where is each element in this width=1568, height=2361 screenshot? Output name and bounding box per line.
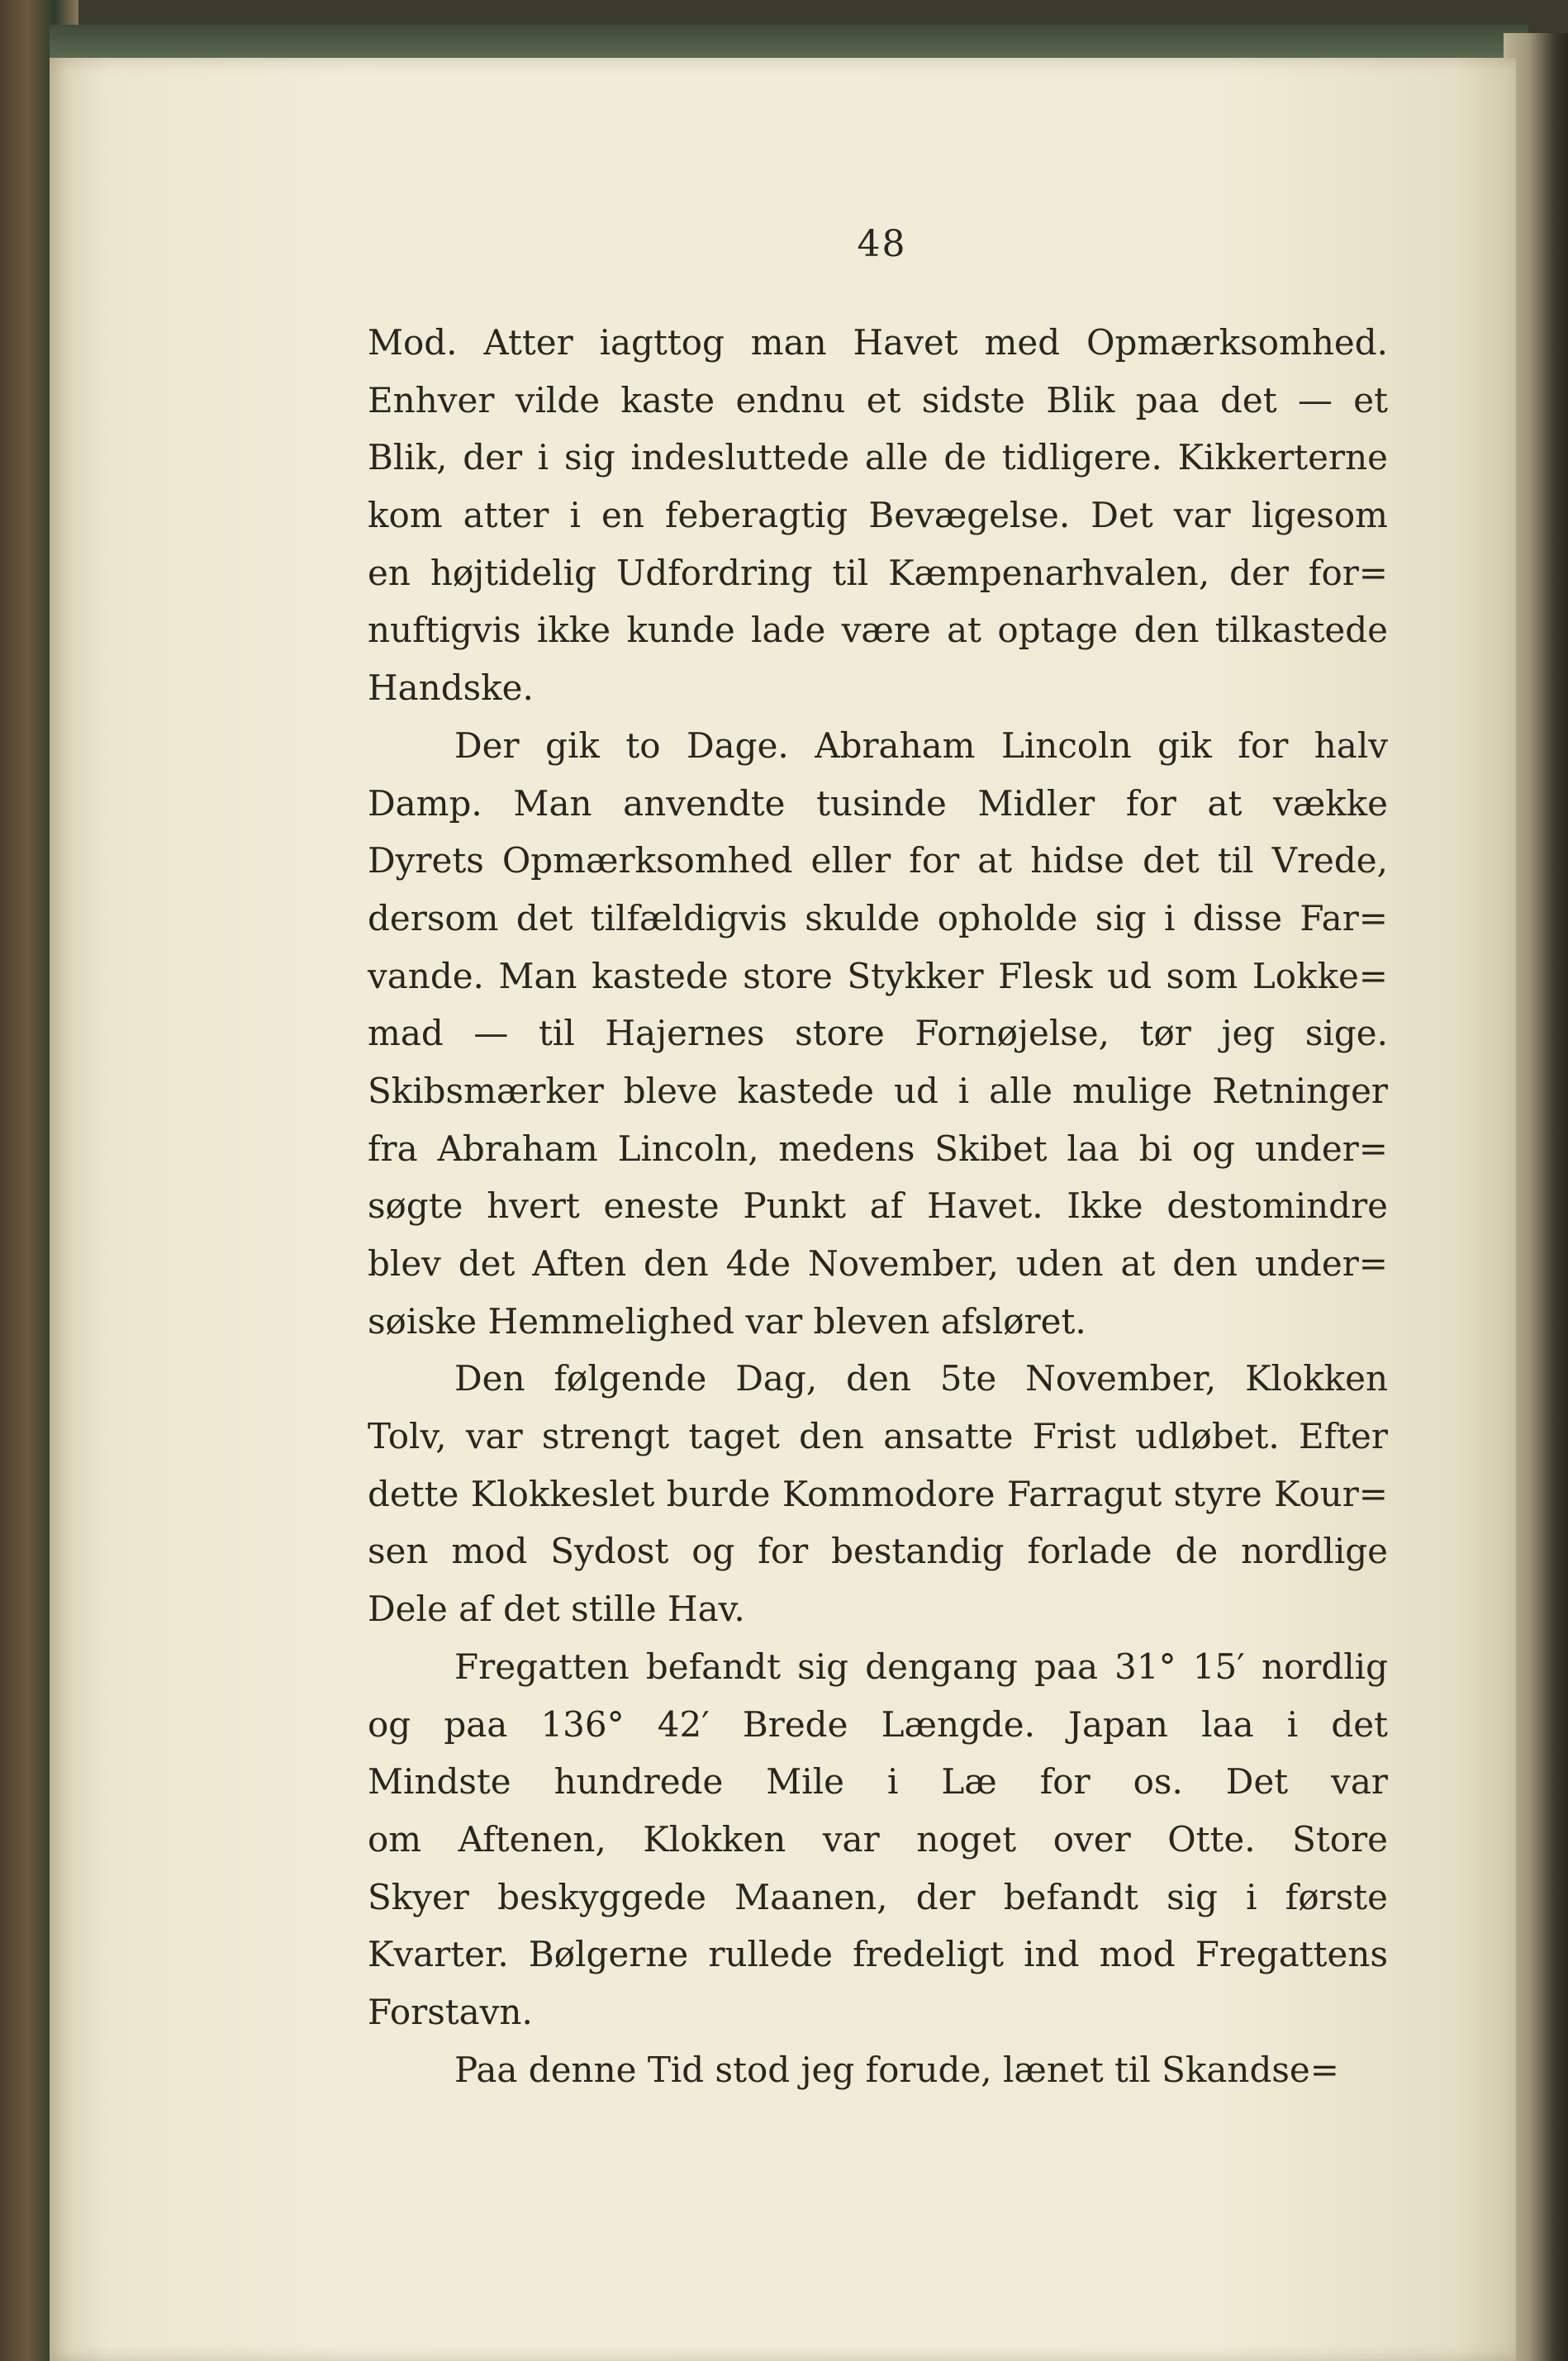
text-line: Skyer beskyggede Maanen, der befandt sig i første — [368, 1876, 1388, 1917]
text-line: om Aftenen, Klokken var noget over Otte. Store — [368, 1818, 1388, 1860]
text-line: Den følgende Dag, den 5te November, Klokken — [454, 1358, 1388, 1399]
text-line: fra Abraham Lincoln, medens Skibet laa bi og under= — [368, 1128, 1388, 1169]
text-line: vande. Man kastede store Stykker Flesk ud som Lokke= — [368, 955, 1388, 996]
text-line: Enhver vilde kaste endnu et sidste Blik paa det — et — [368, 379, 1388, 420]
text-line: Blik, der i sig indesluttede alle de tidligere. Kikkerterne — [368, 437, 1388, 478]
text-line: søgte hvert eneste Punkt af Havet. Ikke destomindre — [368, 1185, 1388, 1227]
text-line: Kvarter. Bølgerne rullede fredeligt ind mod Fregattens — [368, 1934, 1388, 1975]
text-line: blev det Aften den 4de November, uden at den under= — [368, 1243, 1388, 1284]
text-line: Dyrets Opmærksomhed eller for at hidse det til Vrede, — [368, 840, 1388, 881]
text-line: Paa denne Tid stod jeg forude, lænet til Skandse= — [454, 2049, 1339, 2090]
text-line: dette Klokkeslet burde Kommodore Farragut styre Kour= — [368, 1473, 1388, 1514]
text-line: Damp. Man anvendte tusinde Midler for at vække — [368, 782, 1388, 824]
text-line: Tolv, var strengt taget den ansatte Frist udløbet. Efter — [368, 1416, 1388, 1457]
text-line: nuftigvis ikke kunde lade være at optage den tilkastede — [368, 610, 1388, 651]
text-line: Mindste hundrede Mile i Læ for os. Det var — [368, 1761, 1388, 1803]
text-line: Mod. Atter iagttog man Havet med Opmærksomhed. — [368, 322, 1388, 363]
text-line: Dele af det stille Hav. — [368, 1589, 745, 1630]
text-line: Der gik to Dage. Abraham Lincoln gik for halv — [454, 724, 1388, 766]
text-line: kom atter i en feberagtig Bevægelse. Det var ligesom — [368, 495, 1388, 536]
text-line: dersom det tilfældigvis skulde opholde sig i disse Far= — [368, 897, 1388, 938]
page-number: 48 — [857, 223, 907, 265]
text-line: søiske Hemmelighed var bleven afsløret. — [368, 1300, 1086, 1342]
text-line: Fregatten befandt sig dengang paa 31° 15′ nordlig — [454, 1646, 1388, 1687]
text-line: mad — til Hajernes store Fornøjelse, tør jeg sige. — [368, 1013, 1388, 1054]
text-line: Handske. — [368, 667, 534, 709]
text-line: sen mod Sydost og for bestandig forlade de nordlige — [368, 1531, 1388, 1572]
text-line: Skibsmærker bleve kastede ud i alle mulige Retninger — [368, 1070, 1388, 1111]
text-line: Forstavn. — [368, 1991, 533, 2032]
text-line: og paa 136° 42′ Brede Længde. Japan laa i det — [368, 1703, 1388, 1745]
body-text — [368, 314, 1388, 2098]
text-line: en højtidelig Udfordring til Kæmpenarhvalen, der for= — [368, 552, 1388, 593]
